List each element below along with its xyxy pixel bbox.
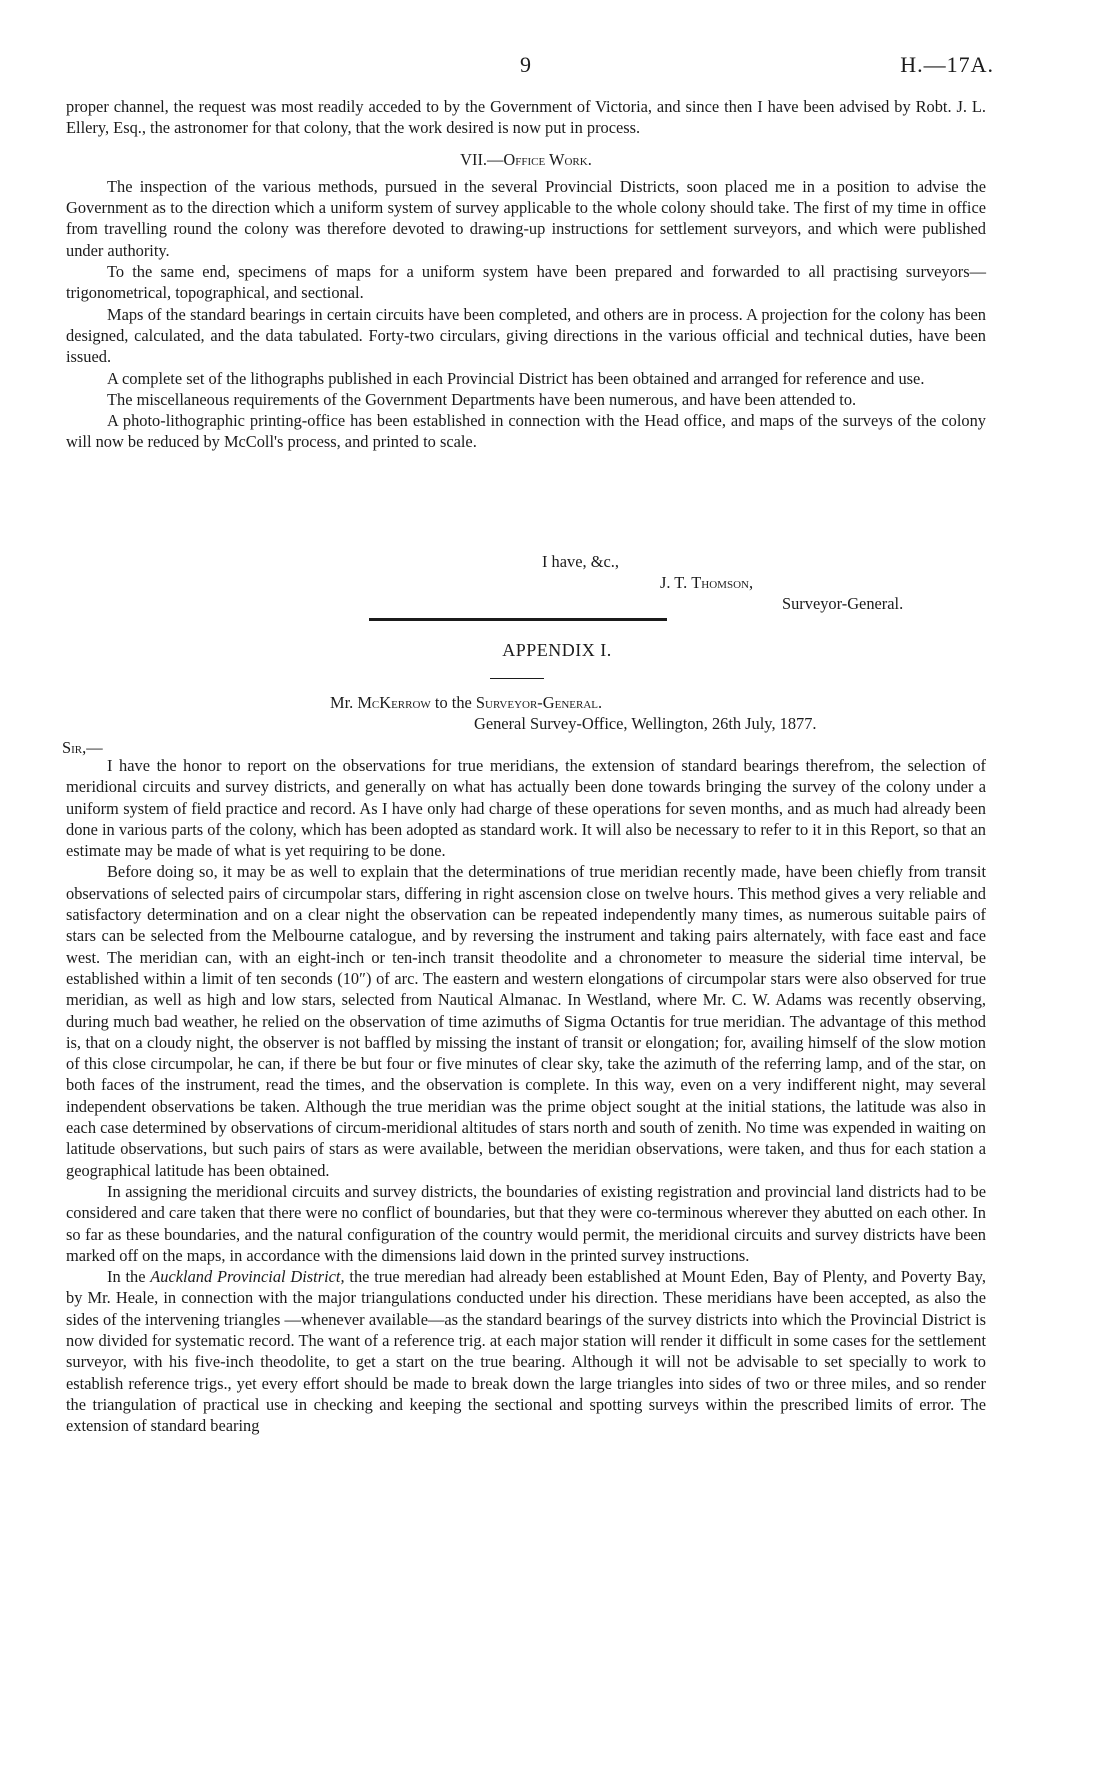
continuation-paragraph: proper channel, the request was most readily acceded to by the Government of Victoria, and since then I have been advised by Robt. J. L. Ellery, Esq., the astronomer for that colony, that the work desired is now put in process. xyxy=(66,97,986,138)
italic-district: Auckland Provincial District, xyxy=(150,1267,345,1287)
letter-header xyxy=(330,693,602,713)
signer-initials: J. T. xyxy=(660,573,688,592)
signer-title: Surveyor-General. xyxy=(782,594,904,613)
section-heading-number: VII.— xyxy=(460,149,504,169)
top-section xyxy=(66,96,986,453)
paragraph: The inspection of the various methods, pursued in the several Provincial Districts, soon placed me in a position to advise the Government as to the direction which a uniform system of survey applicable to the whole colony should take. The first of my time in office from travelling round the colony was therefore devoted to drawing-up instructions for settlement surveyors, and which were published under authority. xyxy=(66,176,986,260)
title-rule xyxy=(490,678,544,679)
from-prefix: Mr. xyxy=(330,693,354,712)
place-date: General Survey-Office, Wellington, 26th July, 1877. xyxy=(474,714,817,733)
section-divider xyxy=(369,618,667,621)
section-heading-title: Office Work. xyxy=(503,149,592,169)
appendix-body xyxy=(66,755,986,1437)
rest-text: the true meredian had already been established at Mount Eden, Bay of Plenty, and Poverty Bay, by Mr. Heale, in connection with the major triangulations conducted under his direction. These meridians have been accepted, as also the sides of the intervening triangles —whenever available—as the standard bearings of the survey districts into which the Provincial District is now divided for systematic record. The want of a reference trig. at each major station will render it difficult in some cases for the settlement surveyor, with his five-inch theodolite, to get a start on the true bearing. Although it will not be advisable to set specially to work to establish reference trigs., yet every effort should be made to break down the large triangles into sides of two or three miles, and so render the triangulation of practical use in checking and keeping the sectional and spotting surveys within the prescribed limits of error. The extension of standard bearing xyxy=(66,1267,986,1436)
from-name: McKerrow xyxy=(357,693,431,712)
appendix-title: APPENDIX I. xyxy=(502,640,612,660)
page-number: 9 xyxy=(520,52,531,77)
salutation: Sir,— xyxy=(62,738,103,757)
paragraph: Before doing so, it may be as well to explain that the determinations of true meridian recently made, have been chiefly from transit observations of selected pairs of circumpolar stars, differing in right ascension close on twelve hours. This method gives a very reliable and satisfactory determination and on a clear night the observation can be repeated independently many times, as numerous suitable pairs of stars can be selected from the Melbourne catalogue, and by reversing the instrument and taking pairs alternately, with face east and face west. The meridian can, with an eight-inch or ten-inch transit theodolite and a chronometer to measure the siderial time interval, be established within a limit of ten seconds (10″) of arc. The eastern and western elongations of circumpolar stars were also observed for true meridian, as well as high and low stars, selected from Nautical Almanac. In Westland, where Mr. C. W. Adams was recently observing, during much bad weather, he relied on the observation of time azimuths of Sigma Octantis for true meridian. The advantage of this method is, that on a cloudy night, the observer is not baffled by missing the instant of transit or elongation; for, availing himself of the slow motion of this close circumpolar, he can, if there be but four or five minutes of clear sky, take the azimuth of the referring lamp, and of the star, on both faces of the instrument, read the times, and the observation is complete. In this way, even on a very indifferent night, may several independent observations be taken. Although the true meridian was the prime object sought at the initial stations, the latitude was also in each case determined by observations of circum-meridional altitudes of stars north and south of zenith. No time was expended in waiting on latitude observations, but such pairs of stars as were available, between the meridian observations, were taken, and thus for each station a geographical latitude has been obtained. xyxy=(66,862,986,1180)
signer-surname: Thomson, xyxy=(691,573,754,592)
to-name: Surveyor-General. xyxy=(475,693,603,712)
section-heading xyxy=(66,149,986,170)
paragraph: The miscellaneous requirements of the Government Departments have been numerous, and have been attended to. xyxy=(107,389,857,409)
prefix-text: In the xyxy=(107,1267,146,1287)
paragraph: A complete set of the lithographs published in each Provincial District has been obtained and arranged for reference and use. xyxy=(107,368,925,388)
paragraph: I have the honor to report on the observations for true meridians, the extension of standard bearings therefrom, the selection of meridional circuits and survey districts, and generally on what has actually been done towards bringing the survey of the colony under a uniform system of field practice and record. As I have only had charge of these operations for seven months, and as much had already been done in various parts of the colony, which has been adopted as standard work. It will also be necessary to refer to it in this Report, so that an estimate may be made of what is yet requiring to be done. xyxy=(66,756,986,861)
closing-line: I have, &c., xyxy=(542,552,619,571)
paragraph: Maps of the standard bearings in certain circuits have been completed, and others are in process. A projection for the colony has been designed, calculated, and the data tabulated. Forty-two circulars, giving directions in the various official and technical duties, have been issued. xyxy=(66,304,986,367)
paragraph: To the same end, specimens of maps for a uniform system have been prepared and forwarded to all practising surveyors—trigonometrical, topographical, and sectional. xyxy=(66,262,986,303)
paragraph: In assigning the meridional circuits and survey districts, the boundaries of existing registration and provincial land districts had to be considered and care taken that there were no conflict of boundaries, but that they were co-terminous wherever they abutted on each other. In so far as these boundaries, and the natural configuration of the country would permit, the meridional circuits and survey districts have been marked off on the maps, in accordance with the dimensions laid down in the printed survey instructions. xyxy=(66,1181,986,1265)
to-word: to the xyxy=(434,693,472,712)
document-reference: H.—17A. xyxy=(900,52,994,77)
paragraph-auckland xyxy=(66,1266,986,1436)
signer-name xyxy=(660,573,753,593)
paragraph: A photo-lithographic printing-office has been established in connection with the Head office, and maps of the surveys of the colony will now be reduced by McColl's process, and printed to scale. xyxy=(66,411,986,452)
